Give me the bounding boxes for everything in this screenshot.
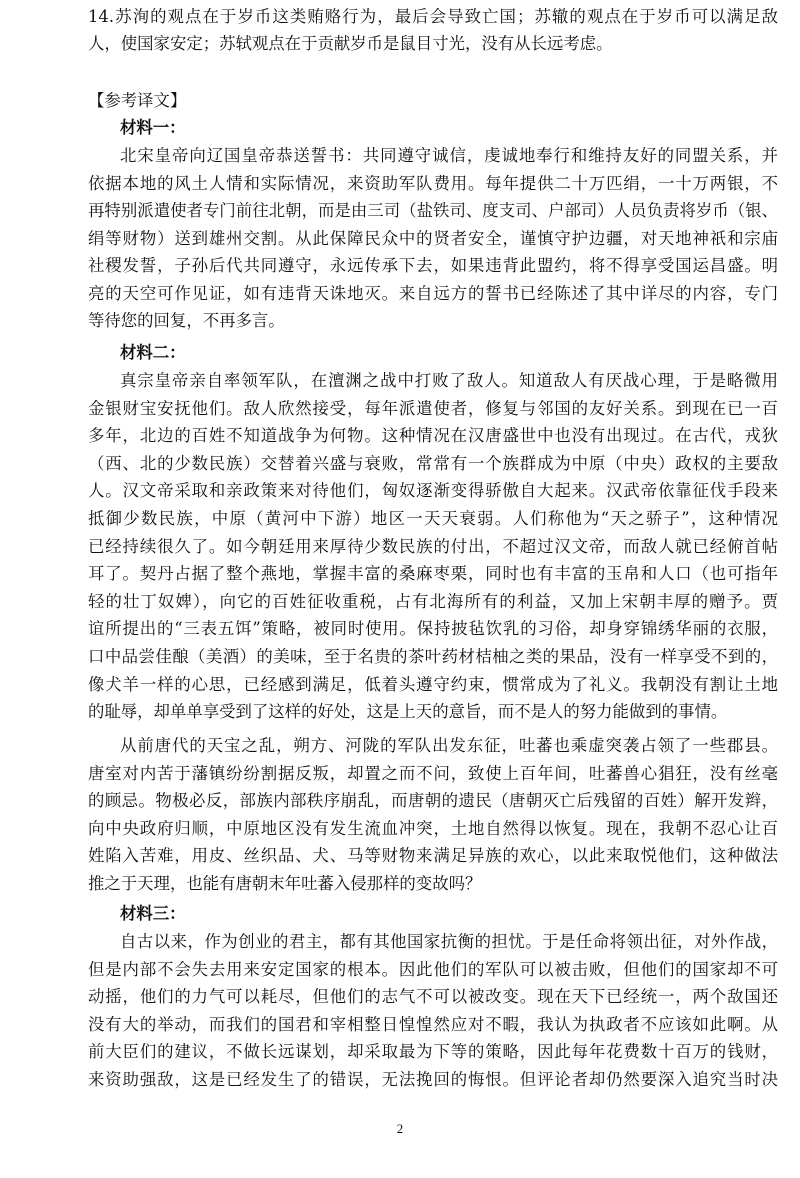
material3-line: 前大臣们的建议，不做长远谋划，却采取最为下等的策略，因此每年花费数十百万的钱财， <box>88 1042 778 1061</box>
material2-p2-line: 向中央政府归顺，中原地区没有发生流血冲突，土地自然得以恢复。现在，我朝不忍心让百 <box>88 818 778 838</box>
material1-line: 再特别派遣使者专门前往北朝，而是由三司（盐铁司、度支司、户部司）人员负责将岁币（银、 <box>88 201 778 220</box>
material2-p1-line: 人。汉文帝采取和亲政策来对待他们，匈奴逐渐变得骄傲自大起来。汉武帝依靠征伐手段来 <box>88 481 778 501</box>
page-number: 2 <box>396 1121 404 1136</box>
material3-line: 但是内部不会失去用来安定国家的根本。因此他们的军队可以被击败，但他们的国家却不可 <box>88 959 778 979</box>
material1-line: 北宋皇帝向辽国皇帝恭送誓书：共同遵守诚信，虔诚地奉行和维持友好的同盟关系，并 <box>120 146 778 165</box>
material1-line: 亮的天空可作见证，如有违背天诛地灭。来自远方的誓书已经陈述了其中详尽的内容，专门 <box>88 283 778 303</box>
material1-line: 绢等财物）送到雄州交割。从此保障民众中的贤者安全，谨慎守护边疆，对天地神祇和宗庙 <box>88 228 778 248</box>
material2-p1-line: 金银财宝安抚他们。敌人欣然接受，每年派遣使者，修复与邻国的友好关系。到现在已一百 <box>88 398 778 418</box>
material1-line: 社稷发誓，子孙后代共同遵守，永远传承下去，如果违背此盟约，将不得享受国运昌盛。明 <box>88 256 778 275</box>
answer-line: 人，使国家安定；苏轼观点在于贡献岁币是鼠目寸光，没有从长远考虑。 <box>88 34 613 53</box>
material2-p1-line: 已经持续很久了。如今朝廷用来厚待少数民族的付出，不超过汉文帝，而敌人就已经俯首帖 <box>88 536 778 556</box>
material2-p1-line: 口中品尝佳酿（美酒）的美味，至于名贵的茶叶药材桔柚之类的果品，没有一样享受不到的， <box>88 647 778 666</box>
material2-p1-line: 耳了。契丹占据了整个燕地，掌握丰富的桑麻枣栗，同时也有丰富的玉帛和人口（也可指年 <box>88 564 778 584</box>
material2-p2-line: 从前唐代的天宝之乱，朔方、河陇的军队出发东征，吐蕃也乘虚突袭占领了一些郡县。 <box>120 736 778 755</box>
material3-line: 没有大的举动，而我们的国君和宰相整日惶惶然应对不暇，我认为执政者不应该如此啊。从 <box>88 1014 778 1034</box>
material2-p2-line: 姓陷入苦难，用皮、丝织品、犬、马等财物来满足异族的欢心，以此来取悦他们，这种做法 <box>88 846 778 865</box>
material2-p1-line: 抵御少数民族，中原（黄河中下游）地区一天天衰弱。人们称他为“天之骄子”，这种情况 <box>88 509 778 528</box>
material2-p1-line: 谊所提出的“三表五饵”策略，被同时使用。保持披毡饮乳的习俗，却身穿锦绣华丽的衣服， <box>88 619 778 639</box>
material2-p1-line: 真宗皇帝亲自率领军队，在澶渊之战中打败了敌人。知道敌人有厌战心理，于是略微用 <box>120 371 778 390</box>
material1-line: 等待您的回复，不再多言。 <box>88 311 285 330</box>
material2-p1-line: 轻的壮丁奴婢），向它的百姓征收重税，占有北海所有的利益，又加上宋朝丰厚的赠予。贾 <box>88 591 778 611</box>
material-heading: 材料二： <box>120 343 186 362</box>
material2-p2-line: 的顾忌。物极必反，部族内部秩序崩乱，而唐朝的遗民（唐朝灭亡后残留的百姓）解开发辫， <box>88 791 778 810</box>
material3-line: 来资助强敌，这是已经发生了的错误，无法挽回的悔恨。但评论者却仍然要深入追究当时决 <box>88 1069 778 1089</box>
material2-p1-line: 的耻辱，却单单享受到了这样的好处，这是上天的意旨，而不是人的努力能做到的事情。 <box>88 702 728 722</box>
material-heading: 材料三： <box>120 904 186 923</box>
section-title: 【参考译文】 <box>88 91 187 110</box>
material2-p1-line: （西、北的少数民族）交替着兴盛与衰败，常常有一个族群成为中原（中央）政权的主要敌 <box>88 453 778 473</box>
material2-p2-line: 推之于天理，也能有唐朝末年吐蕃入侵那样的变故吗？ <box>88 873 482 893</box>
material2-p2-line: 唐室对内苦于藩镇纷纷割据反叛，却置之而不问，致使上百年间，吐蕃兽心猖狂，没有丝毫 <box>88 763 778 783</box>
material1-line: 依据本地的风土人情和实际情况，来资助军队费用。每年提供二十万匹绢，一十万两银，不 <box>88 173 778 193</box>
material-heading: 材料一： <box>120 118 186 137</box>
material3-line: 自古以来，作为创业的君主，都有其他国家抗衡的担忧。于是任命将领出征，对外作战， <box>120 932 778 951</box>
material2-p1-line: 多年，北边的百姓不知道战争为何物。这种情况在汉唐盛世中也没有出现过。在古代，戎狄 <box>88 426 778 446</box>
material2-p1-line: 像犬羊一样的心思，已经感到满足，低着头遵守约束，惯常成为了礼义。我朝没有割让土地 <box>88 674 778 694</box>
answer-line: 14.苏洵的观点在于岁币这类贿赂行为，最后会导致亡国；苏辙的观点在于岁币可以满足敌 <box>88 7 778 26</box>
material3-line: 动摇，他们的力气可以耗尽，但他们的志气不可以被改变。现在天下已经统一，两个敌国还 <box>88 987 778 1006</box>
